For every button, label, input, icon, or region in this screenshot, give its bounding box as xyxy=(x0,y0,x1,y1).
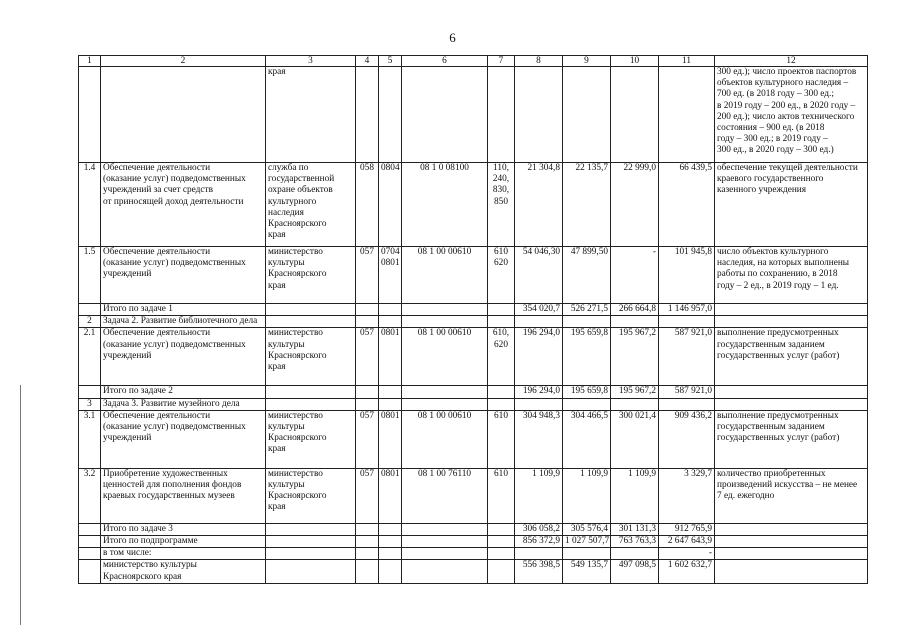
cell-responsible-executor: министерство культуры Красноярского края xyxy=(266,468,356,523)
column-number-7: 7 xyxy=(488,56,515,67)
cell-section-code: 0804 xyxy=(379,163,402,247)
cell-target-article-code: 08 1 00 00610 xyxy=(402,247,488,304)
cell-expense-type-code xyxy=(488,523,515,535)
table-row xyxy=(79,560,868,584)
cell-expected-result: 300 ед.); число проектов паспортов объектов культурного наследия – 700 ед. (в 2018 году – 300 ед.; в 2019 году – 200 ед., в 2020 году – 200 ед.); число актов технического состояния – 900 ед. (в 2018 году – 300 ед.; в 2019 году – 300 ед., в 2020 году – 300 ед.) xyxy=(715,67,868,163)
cell-year-2019: 549 135,7 xyxy=(563,560,611,584)
cell-section-code xyxy=(379,523,402,535)
cell-item-name: Обеспечение деятельности (оказание услуг) подведомственных учреждений xyxy=(101,247,266,304)
cell-year-2018: 354 020,7 xyxy=(515,304,563,316)
cell-responsible-executor xyxy=(266,386,356,398)
cell-section-code: 0801 xyxy=(379,410,402,468)
cell-item-name: Итого по задаче 3 xyxy=(101,523,266,535)
column-number-11: 11 xyxy=(659,56,715,67)
cell-expected-result xyxy=(715,304,868,316)
cell-item-name: Приобретение художественных ценностей для пополнения фондов краевых государственных музеев xyxy=(101,468,266,523)
cell-item-name: министерство культуры Красноярского края xyxy=(101,560,266,584)
cell-section-code: 0801 xyxy=(379,328,402,386)
cell-expense-type-code xyxy=(488,548,515,560)
cell-year-2018: 856 372,9 xyxy=(515,536,563,548)
cell-row-number: 2.1 xyxy=(79,328,101,386)
cell-year-2019 xyxy=(563,316,611,328)
cell-year-2020: 1 109,9 xyxy=(611,468,659,523)
cell-row-number: 1.4 xyxy=(79,163,101,247)
cell-target-article-code: 08 1 0 08100 xyxy=(402,163,488,247)
cell-year-2019 xyxy=(563,67,611,163)
cell-grbs-code xyxy=(356,67,379,163)
cell-responsible-executor: министерство культуры Красноярского края xyxy=(266,410,356,468)
cell-year-2018 xyxy=(515,548,563,560)
cell-year-2020 xyxy=(611,316,659,328)
cell-expected-result xyxy=(715,560,868,584)
cell-section-code xyxy=(379,398,402,410)
cell-target-article-code xyxy=(402,523,488,535)
cell-target-article-code xyxy=(402,536,488,548)
table-header-row xyxy=(79,56,868,67)
cell-grbs-code xyxy=(356,316,379,328)
cell-total-sum: 3 329,7 xyxy=(659,468,715,523)
column-number-1: 1 xyxy=(79,56,101,67)
cell-row-number xyxy=(79,548,101,560)
table-row xyxy=(79,67,868,163)
cell-grbs-code xyxy=(356,398,379,410)
cell-responsible-executor xyxy=(266,316,356,328)
cell-year-2020: 301 131,3 xyxy=(611,523,659,535)
cell-grbs-code: 058 xyxy=(356,163,379,247)
cell-expected-result xyxy=(715,316,868,328)
cell-row-number: 3 xyxy=(79,398,101,410)
cell-row-number xyxy=(79,560,101,584)
cell-responsible-executor: министерство культуры Красноярского края xyxy=(266,328,356,386)
cell-target-article-code xyxy=(402,67,488,163)
cell-expense-type-code: 610, 620 xyxy=(488,328,515,386)
cell-year-2018 xyxy=(515,316,563,328)
cell-year-2019: 195 659,8 xyxy=(563,328,611,386)
table-row xyxy=(79,536,868,548)
cell-section-code xyxy=(379,536,402,548)
cell-item-name: Обеспечение деятельности (оказание услуг) подведомственных учреждений xyxy=(101,410,266,468)
table-row xyxy=(79,386,868,398)
cell-target-article-code: 08 1 00 76110 xyxy=(402,468,488,523)
cell-item-name: Итого по подпрограмме xyxy=(101,536,266,548)
cell-expected-result: число объектов культурного наследия, на которых выполнены работы по сохранению, в 2018 году – 2 ед., в 2019 году – 1 ед. xyxy=(715,247,868,304)
cell-expense-type-code: 610 620 xyxy=(488,247,515,304)
cell-expense-type-code xyxy=(488,386,515,398)
cell-target-article-code xyxy=(402,386,488,398)
cell-expected-result xyxy=(715,386,868,398)
cell-expense-type-code: 110, 240, 830, 850 xyxy=(488,163,515,247)
table-row xyxy=(79,410,868,468)
table-row xyxy=(79,304,868,316)
cell-item-name: Задача 3. Развитие музейного дела xyxy=(101,398,266,410)
cell-year-2019 xyxy=(563,398,611,410)
cell-grbs-code xyxy=(356,560,379,584)
table-row xyxy=(79,468,868,523)
cell-responsible-executor xyxy=(266,548,356,560)
cell-total-sum: 587 921,0 xyxy=(659,328,715,386)
cell-item-name: в том числе: xyxy=(101,548,266,560)
page-number: 6 xyxy=(449,30,456,45)
cell-total-sum: 587 921,0 xyxy=(659,386,715,398)
table-row xyxy=(79,316,868,328)
cell-year-2018: 556 398,5 xyxy=(515,560,563,584)
cell-grbs-code: 057 xyxy=(356,247,379,304)
cell-year-2020: 763 763,3 xyxy=(611,536,659,548)
cell-grbs-code xyxy=(356,548,379,560)
cell-expense-type-code: 610 xyxy=(488,410,515,468)
cell-section-code xyxy=(379,67,402,163)
cell-total-sum: - xyxy=(659,548,715,560)
cell-section-code xyxy=(379,316,402,328)
cell-expected-result xyxy=(715,523,868,535)
cell-row-number xyxy=(79,523,101,535)
cell-total-sum: 912 765,9 xyxy=(659,523,715,535)
cell-target-article-code xyxy=(402,560,488,584)
cell-year-2020: 266 664,8 xyxy=(611,304,659,316)
cell-year-2018: 196 294,0 xyxy=(515,386,563,398)
cell-expected-result: обеспечение текущей деятельности краевого государственного казенного учреждения xyxy=(715,163,868,247)
cell-year-2019: 47 899,50 xyxy=(563,247,611,304)
cell-responsible-executor: служба по государственной охране объектов культурного наследия Красноярского края xyxy=(266,163,356,247)
cell-expense-type-code xyxy=(488,398,515,410)
cell-year-2020: - xyxy=(611,247,659,304)
cell-total-sum xyxy=(659,67,715,163)
cell-target-article-code: 08 1 00 00610 xyxy=(402,328,488,386)
column-number-6: 6 xyxy=(402,56,488,67)
cell-section-code xyxy=(379,548,402,560)
cell-year-2018: 306 058,2 xyxy=(515,523,563,535)
cell-responsible-executor: края xyxy=(266,67,356,163)
cell-responsible-executor: министерство культуры Красноярского края xyxy=(266,247,356,304)
cell-total-sum: 1 146 957,0 xyxy=(659,304,715,316)
cell-grbs-code xyxy=(356,386,379,398)
cell-total-sum: 2 647 643,9 xyxy=(659,536,715,548)
cell-responsible-executor xyxy=(266,536,356,548)
cell-grbs-code: 057 xyxy=(356,468,379,523)
cell-total-sum xyxy=(659,398,715,410)
cell-target-article-code: 08 1 00 00610 xyxy=(402,410,488,468)
cell-responsible-executor xyxy=(266,304,356,316)
table-row xyxy=(79,163,868,247)
budget-table xyxy=(78,55,868,584)
cell-row-number: 2 xyxy=(79,316,101,328)
column-number-9: 9 xyxy=(563,56,611,67)
cell-responsible-executor xyxy=(266,560,356,584)
cell-target-article-code xyxy=(402,304,488,316)
cell-year-2018: 54 046,30 xyxy=(515,247,563,304)
cell-row-number: 3.2 xyxy=(79,468,101,523)
cell-year-2019: 1 027 507,7 xyxy=(563,536,611,548)
column-number-10: 10 xyxy=(611,56,659,67)
column-number-3: 3 xyxy=(266,56,356,67)
cell-row-number xyxy=(79,386,101,398)
cell-expense-type-code xyxy=(488,304,515,316)
cell-expected-result: выполнение предусмотренных государственным заданием государственных услуг (работ) xyxy=(715,410,868,468)
cell-year-2018: 196 294,0 xyxy=(515,328,563,386)
cell-row-number xyxy=(79,67,101,163)
cell-section-code xyxy=(379,386,402,398)
cell-item-name xyxy=(101,67,266,163)
cell-year-2019: 526 271,5 xyxy=(563,304,611,316)
scan-edge-line xyxy=(20,385,21,625)
table-row xyxy=(79,398,868,410)
cell-year-2019: 195 659,8 xyxy=(563,386,611,398)
cell-expense-type-code xyxy=(488,316,515,328)
cell-total-sum: 101 945,8 xyxy=(659,247,715,304)
cell-expected-result xyxy=(715,548,868,560)
cell-expense-type-code xyxy=(488,560,515,584)
cell-year-2020 xyxy=(611,548,659,560)
column-number-2: 2 xyxy=(101,56,266,67)
cell-item-name: Обеспечение деятельности (оказание услуг) подведомственных учреждений за счет средств от приносящей доход деятельности xyxy=(101,163,266,247)
cell-year-2020 xyxy=(611,398,659,410)
cell-year-2020: 195 967,2 xyxy=(611,386,659,398)
column-number-4: 4 xyxy=(356,56,379,67)
table-row xyxy=(79,328,868,386)
cell-target-article-code xyxy=(402,548,488,560)
cell-expected-result xyxy=(715,536,868,548)
table-row xyxy=(79,523,868,535)
cell-section-code xyxy=(379,560,402,584)
cell-item-name: Обеспечение деятельности (оказание услуг) подведомственных учреждений xyxy=(101,328,266,386)
cell-year-2020: 195 967,2 xyxy=(611,328,659,386)
cell-item-name: Итого по задаче 1 xyxy=(101,304,266,316)
cell-year-2018 xyxy=(515,398,563,410)
column-number-8: 8 xyxy=(515,56,563,67)
cell-row-number: 3.1 xyxy=(79,410,101,468)
cell-row-number xyxy=(79,536,101,548)
cell-expected-result: количество приобретенных произведений искусства – не менее 7 ед. ежегодно xyxy=(715,468,868,523)
cell-expense-type-code xyxy=(488,536,515,548)
cell-section-code xyxy=(379,304,402,316)
cell-year-2018 xyxy=(515,67,563,163)
cell-section-code: 0801 xyxy=(379,468,402,523)
cell-row-number: 1.5 xyxy=(79,247,101,304)
cell-grbs-code xyxy=(356,523,379,535)
cell-year-2019: 22 135,7 xyxy=(563,163,611,247)
cell-grbs-code: 057 xyxy=(356,410,379,468)
cell-expected-result: выполнение предусмотренных государственным заданием государственных услуг (работ) xyxy=(715,328,868,386)
cell-item-name: Итого по задаче 2 xyxy=(101,386,266,398)
table-row xyxy=(79,247,868,304)
cell-year-2019: 304 466,5 xyxy=(563,410,611,468)
cell-expected-result xyxy=(715,398,868,410)
cell-year-2019: 305 576,4 xyxy=(563,523,611,535)
cell-year-2019: 1 109,9 xyxy=(563,468,611,523)
cell-expense-type-code xyxy=(488,67,515,163)
cell-item-name: Задача 2. Развитие библиотечного дела xyxy=(101,316,266,328)
cell-year-2020 xyxy=(611,67,659,163)
cell-total-sum: 909 436,2 xyxy=(659,410,715,468)
cell-grbs-code: 057 xyxy=(356,328,379,386)
cell-responsible-executor xyxy=(266,523,356,535)
cell-total-sum xyxy=(659,316,715,328)
cell-year-2020: 497 098,5 xyxy=(611,560,659,584)
cell-year-2020: 22 999,0 xyxy=(611,163,659,247)
cell-responsible-executor xyxy=(266,398,356,410)
column-number-5: 5 xyxy=(379,56,402,67)
cell-total-sum: 66 439,5 xyxy=(659,163,715,247)
cell-year-2018: 304 948,3 xyxy=(515,410,563,468)
cell-grbs-code xyxy=(356,304,379,316)
cell-year-2018: 21 304,8 xyxy=(515,163,563,247)
cell-year-2020: 300 021,4 xyxy=(611,410,659,468)
cell-total-sum: 1 602 632,7 xyxy=(659,560,715,584)
cell-target-article-code xyxy=(402,316,488,328)
cell-grbs-code xyxy=(356,536,379,548)
cell-row-number xyxy=(79,304,101,316)
table-row xyxy=(79,548,868,560)
cell-section-code: 0704 0801 xyxy=(379,247,402,304)
cell-year-2019 xyxy=(563,548,611,560)
cell-target-article-code xyxy=(402,398,488,410)
cell-year-2018: 1 109,9 xyxy=(515,468,563,523)
column-number-12: 12 xyxy=(715,56,868,67)
cell-expense-type-code: 610 xyxy=(488,468,515,523)
